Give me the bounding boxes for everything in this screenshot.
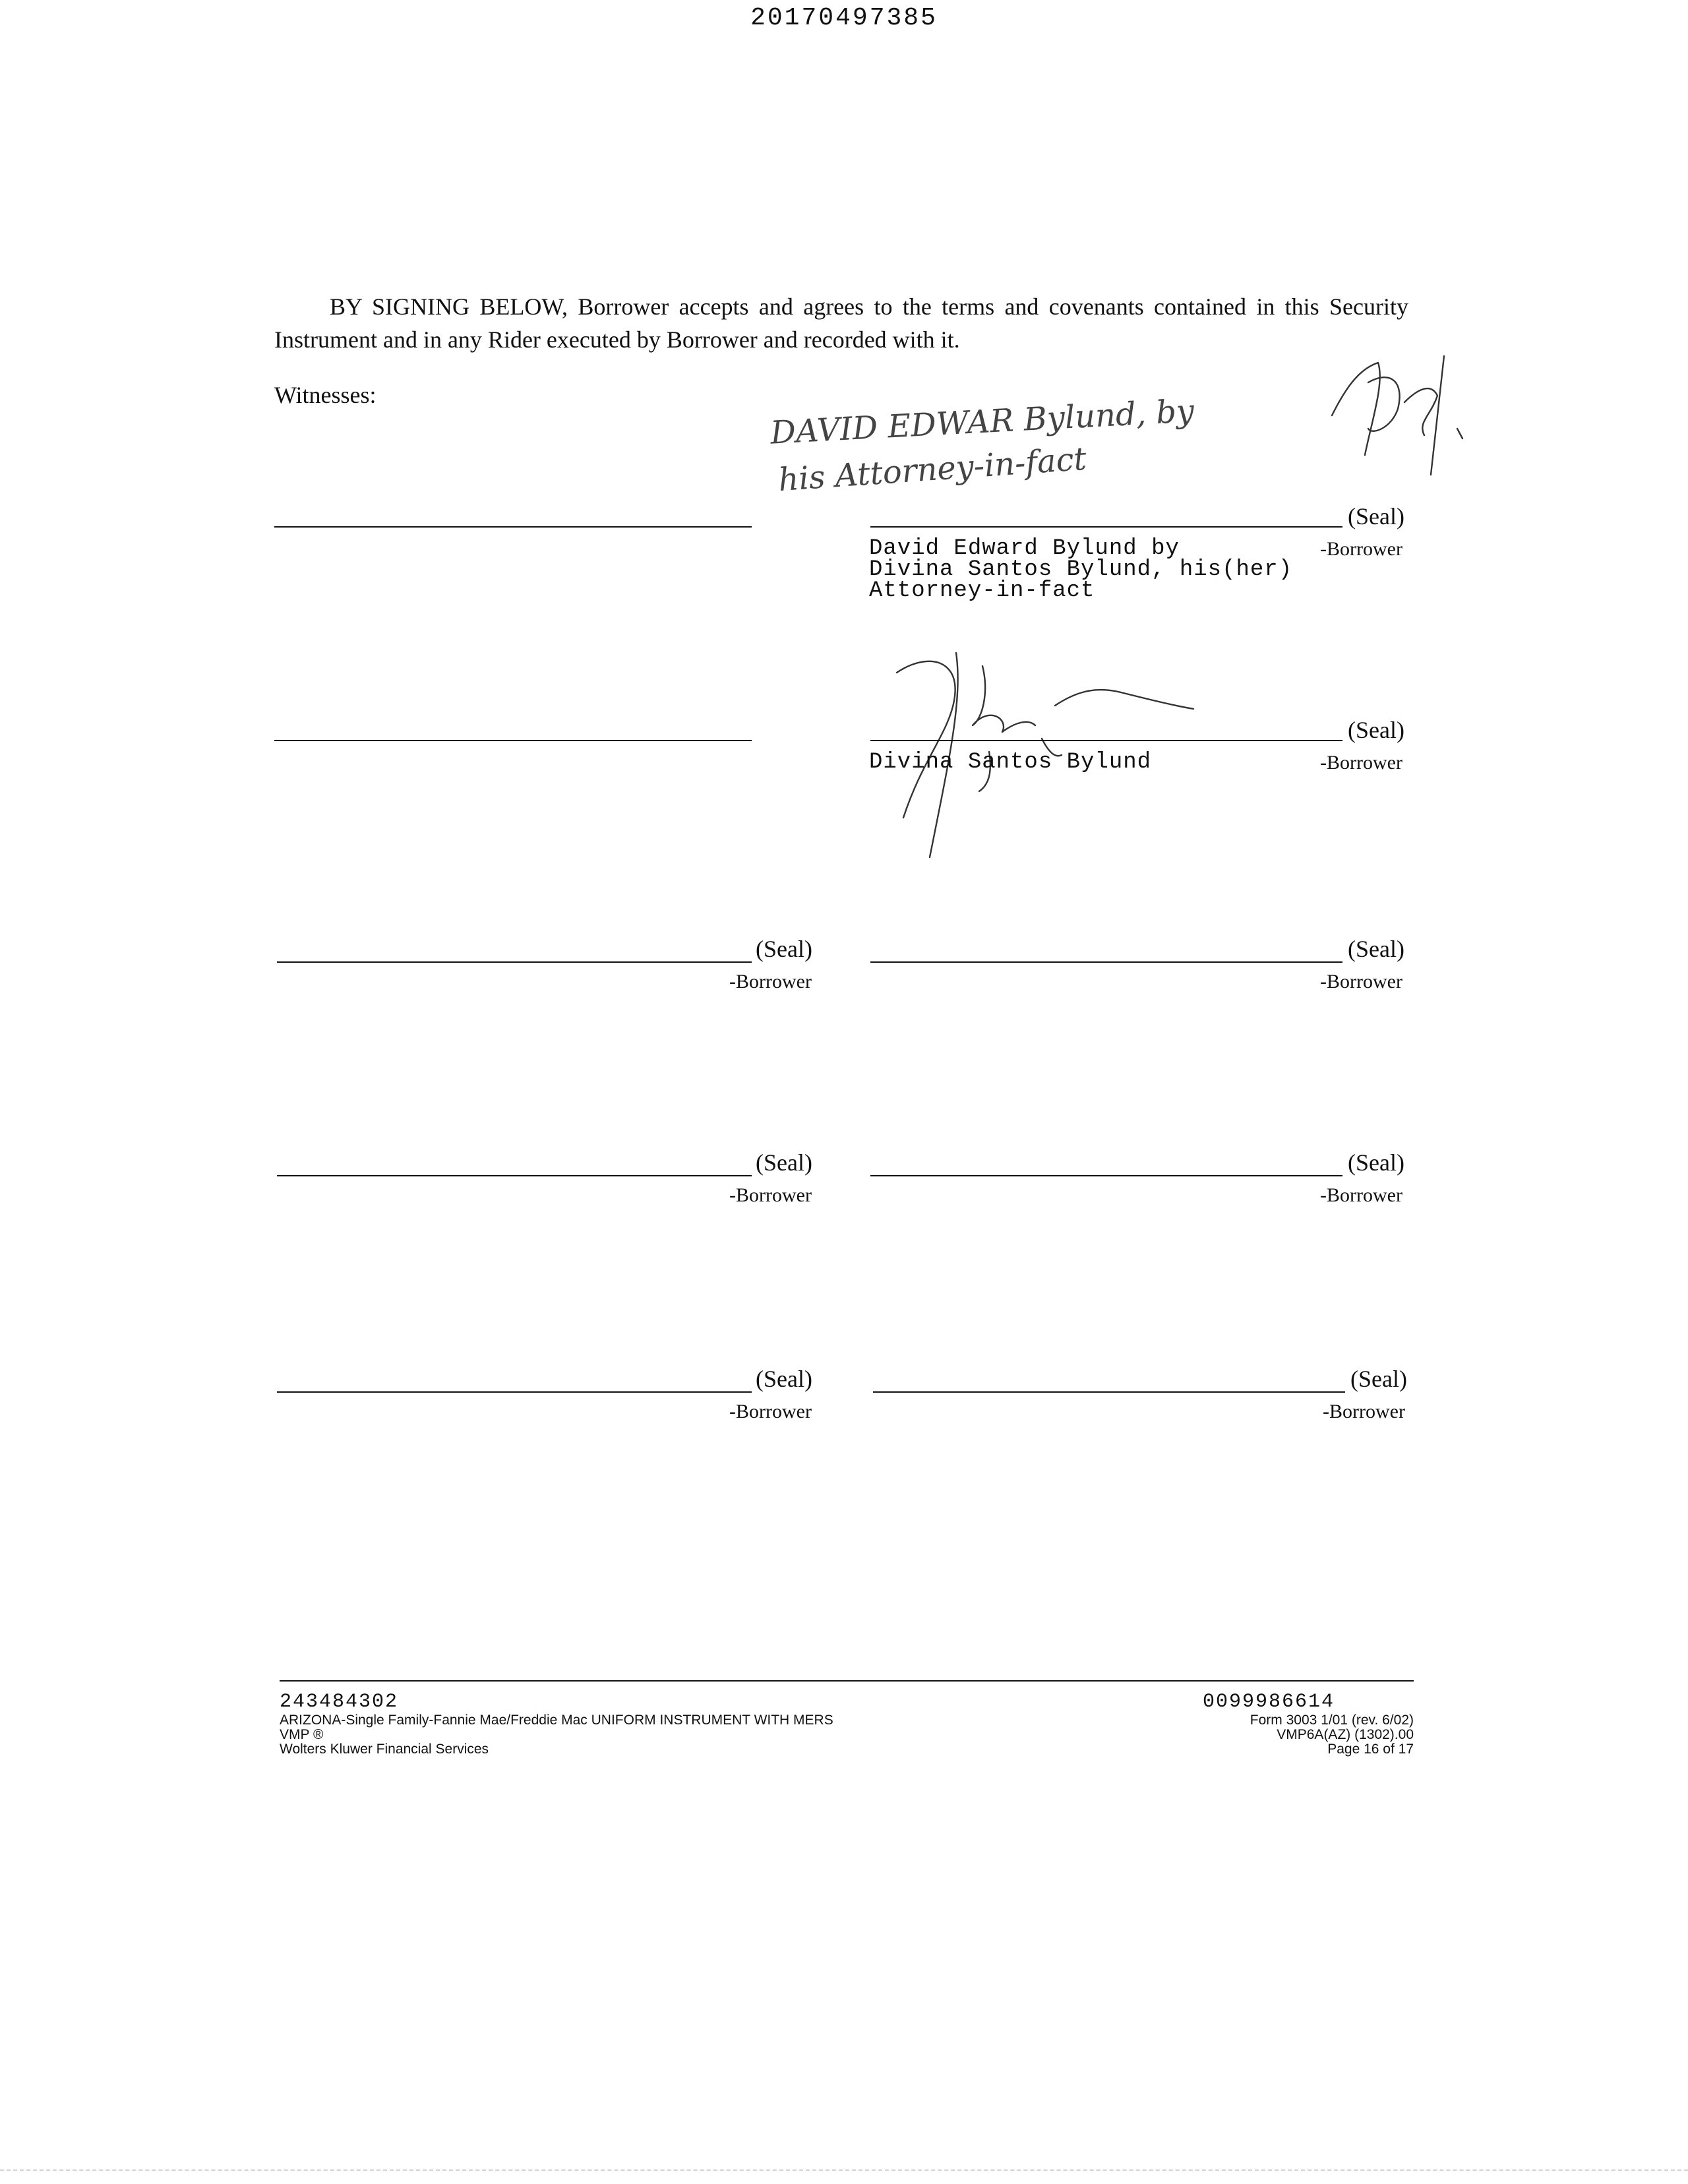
borrower-signature-line-7: [277, 1391, 752, 1393]
handwritten-signature-line-2: his Attorney-in-fact: [777, 440, 1088, 499]
witnesses-label: Witnesses:: [274, 382, 377, 408]
footer-form-number: Form 3003 1/01 (rev. 6/02): [1250, 1713, 1414, 1728]
seal-label: (Seal): [1348, 1149, 1404, 1176]
witness-signature-line-2: [274, 740, 752, 741]
borrower-signature-line-2: [870, 740, 1342, 741]
witness-signature-line-1: [274, 526, 752, 528]
footer-loan-number: 243484302: [280, 1691, 399, 1713]
borrower-role-label: -Borrower: [729, 971, 812, 992]
borrower-role-label: -Borrower: [1320, 752, 1402, 774]
borrower-signature-line-8: [873, 1391, 1345, 1393]
footer-right-number: 0099986614: [1202, 1691, 1335, 1713]
footer-rule: [280, 1680, 1414, 1682]
borrower-signature-line-1: [870, 526, 1342, 528]
seal-label: (Seal): [756, 936, 812, 962]
document-number: 20170497385: [750, 4, 938, 32]
footer-page-number: Page 16 of 17: [1327, 1742, 1414, 1757]
signature-flourish-1: [1306, 343, 1477, 501]
footer-form-title: ARIZONA-Single Family-Fannie Mae/Freddie Mac UNIFORM INSTRUMENT WITH MERS: [280, 1713, 833, 1728]
borrower-role-label: -Borrower: [729, 1401, 812, 1422]
borrower-signature-line-3: [277, 961, 752, 963]
borrower-typed-name: David Edward Bylund by Divina Santos Bylund, his(her) Attorney-in-fact: [869, 536, 1293, 603]
borrower-role-label: -Borrower: [1320, 538, 1402, 560]
seal-label: (Seal): [1350, 1366, 1407, 1392]
seal-label: (Seal): [1348, 503, 1404, 530]
borrower-signature-line-4: [870, 961, 1342, 963]
borrower-role-label: -Borrower: [729, 1184, 812, 1206]
seal-label: (Seal): [756, 1149, 812, 1176]
footer-publisher: Wolters Kluwer Financial Services: [280, 1742, 489, 1757]
borrower-role-label: -Borrower: [1323, 1401, 1405, 1422]
signing-statement: BY SIGNING BELOW, Borrower accepts and agrees to the terms and covenants contained in this Security Instrument and in any Rider executed by Borrower and recorded with it.: [274, 293, 1408, 353]
seal-label: (Seal): [1348, 936, 1404, 962]
scan-edge-artifact: [0, 2169, 1688, 2171]
borrower-typed-name: Divina Santos Bylund: [869, 750, 1152, 775]
seal-label: (Seal): [1348, 717, 1404, 743]
handwritten-signature-line-1: DAVID EDWAR Bylund, by: [769, 392, 1195, 452]
borrower-role-label: -Borrower: [1320, 1184, 1402, 1206]
borrower-signature-line-5: [277, 1175, 752, 1176]
borrower-role-label: -Borrower: [1320, 971, 1402, 992]
borrower-signature-line-6: [870, 1175, 1342, 1176]
seal-label: (Seal): [756, 1366, 812, 1392]
footer-form-code: VMP6A(AZ) (1302).00: [1277, 1727, 1414, 1742]
footer-vmp: VMP ®: [280, 1727, 324, 1742]
